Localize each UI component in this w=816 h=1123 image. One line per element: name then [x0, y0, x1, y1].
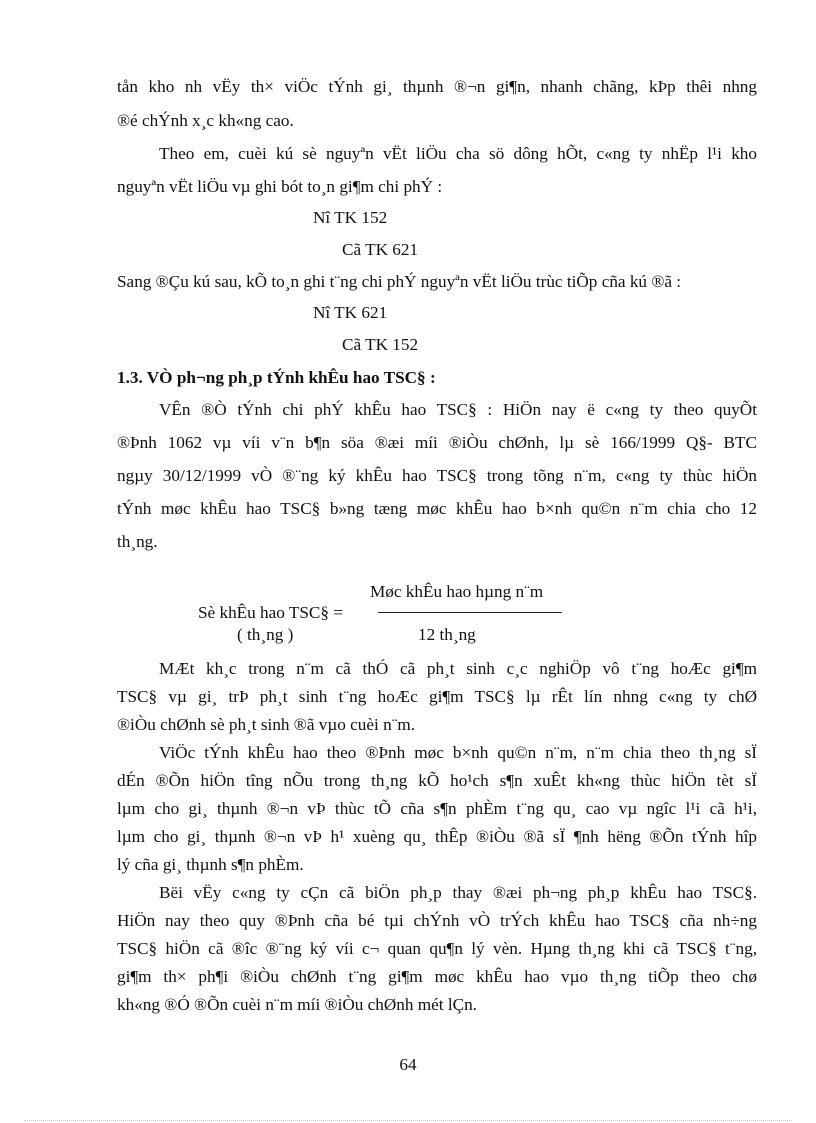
- text-line: kh«ng ®Ó ®Õn cuèi n¨m míi ®iÒu chØnh mét lÇn.: [117, 995, 477, 1014]
- text-line: TSC§ vµ gi¸ trÞ ph¸t sinh t¨ng hoÆc gi¶m TSC§ lµ rÊt lín nhng c«ng ty chØ: [117, 687, 757, 706]
- text-line: Theo em, cuèi kú sè nguyªn vËt liÖu cha sö dông hÕt, c«ng ty nhËp l¹i kho: [159, 144, 757, 163]
- text-line: tÝnh møc khÊu hao TSC§ b»ng tæng møc khÊu hao b×nh qu©n n¨m chia cho 12: [117, 499, 757, 518]
- text-line: ®Þnh 1062 vµ víi v¨n b¶n söa ®æi míi ®iÒu chØnh, lµ sè 166/1999 Q§- BTC: [117, 433, 757, 452]
- page-number: 64: [399, 1055, 417, 1074]
- text-line: Sang ®Çu kú sau, kÕ to¸n ghi t¨ng chi phÝ nguyªn vËt liÖu trùc tiÕp cña kú ®ã :: [117, 272, 682, 291]
- bottom-divider: [24, 1120, 792, 1121]
- text-line: Bëi vËy c«ng ty cÇn cã biÖn ph¸p thay ®æi ph¬ng ph¸p khÊu hao TSC§.: [159, 883, 757, 902]
- text-line: ®é chÝnh x¸c kh«ng cao.: [117, 111, 294, 130]
- journal-credit-line: Cã TK 621: [342, 240, 419, 259]
- journal-debit-line: Nî TK 621: [313, 303, 388, 322]
- text-line: TSC§ hiÖn cã ®îc ®¨ng ký víi c¬ quan qu¶n lý vèn. Hµng th¸ng khi cã TSC§ t¨ng,: [117, 939, 757, 958]
- text-line: ViÖc tÝnh khÊu hao theo ®Þnh møc b×nh qu©n n¨m, n¨m chia theo th¸ng sÏ: [159, 743, 757, 762]
- text-line: dÉn ®Õn hiÖn tîng nÕu trong th¸ng kÕ ho¹ch s¶n xuÊt kh«ng thùc hiÖn tèt sÏ: [117, 771, 757, 790]
- text-line: VÊn ®Ò tÝnh chi phÝ khÊu hao TSC§ : HiÖn nay ë c«ng ty theo quyÕt: [159, 400, 757, 419]
- formula-numerator: Møc khÊu hao hµng n¨m: [370, 582, 544, 601]
- journal-debit-line: Nî TK 152: [313, 208, 388, 227]
- formula-left-bottom: ( th¸ng ): [237, 625, 294, 644]
- text-line: tån kho nh vËy th× viÖc tÝnh gi¸ thµnh ®¬n gi¶n, nhanh chãng, kÞp thêi nhng: [117, 77, 757, 96]
- text-line: nguyªn vËt liÖu vµ ghi bót to¸n gi¶m chi phÝ :: [117, 177, 443, 196]
- text-line: gi¶m th× ph¶i ®iÒu chØnh t¨ng gi¶m møc khÊu hao vµo th¸ng tiÕp theo chø: [117, 967, 757, 986]
- text-line: th¸ng.: [117, 532, 158, 551]
- formula-left-top: Sè khÊu hao TSC§ =: [198, 603, 343, 622]
- fraction-bar: [378, 612, 562, 613]
- text-line: ®iÒu chØnh sè ph¸t sinh ®ã vµo cuèi n¨m.: [117, 715, 416, 734]
- formula-denominator: 12 th¸ng: [418, 625, 476, 644]
- text-line: lý cña gi¸ thµnh s¶n phÈm.: [117, 855, 304, 874]
- text-line: lµm cho gi¸ thµnh ®¬n vÞ thùc tÕ cña s¶n phÈm t¨ng qu¸ cao vµ ngîc l¹i cã h¹i,: [117, 799, 757, 818]
- text-line: ngµy 30/12/1999 vÒ ®¨ng ký khÊu hao TSC§ trong tõng n¨m, c«ng ty thùc hiÖn: [117, 466, 757, 485]
- journal-credit-line: Cã TK 152: [342, 335, 419, 354]
- text-line: MÆt kh¸c trong n¨m cã thÓ cã ph¸t sinh c¸c nghiÖp vô t¨ng hoÆc gi¶m: [159, 659, 757, 678]
- section-heading: 1.3. VÒ ph¬ng ph¸p tÝnh khÊu hao TSC§ :: [117, 368, 436, 387]
- text-line: lµm cho gi¸ thµnh ®¬n vÞ h¹ xuèng qu¸ thÊp ®iÒu ®ã sÏ ¶nh hëng ®Õn tÝnh hîp: [117, 827, 757, 846]
- text-line: HiÖn nay theo quy ®Þnh cña bé tµi chÝnh vÒ trÝch khÊu hao TSC§ cña nh÷ng: [117, 911, 757, 930]
